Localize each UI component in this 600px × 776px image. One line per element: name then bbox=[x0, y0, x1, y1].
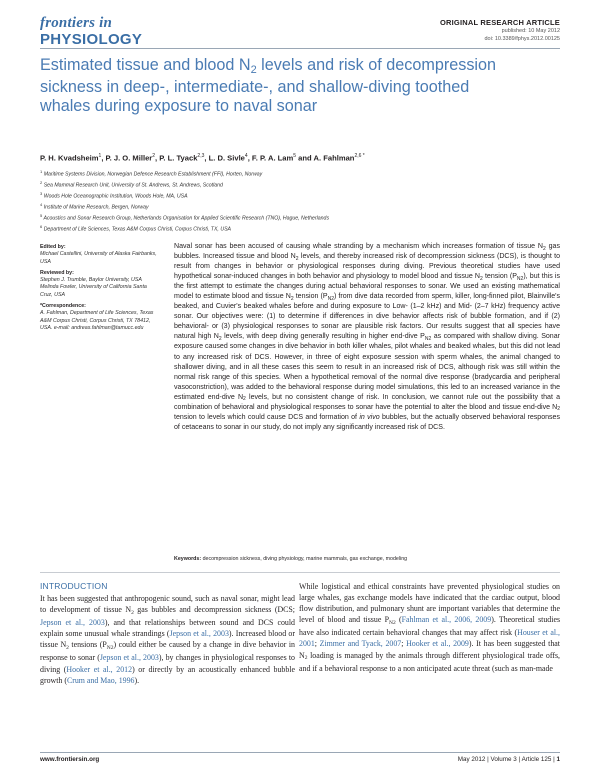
author: F. P. A. Lam bbox=[251, 153, 294, 163]
citation-link[interactable]: Jepson et al., 2003 bbox=[40, 618, 105, 628]
affiliation: $^5$ Acoustics and Sonar Research Group, Netherlands Organisation for Applied Scientific Research (TNO), Hague, Netherlands bbox=[40, 212, 330, 222]
citation-link[interactable]: Houser et al., 2001 bbox=[299, 628, 560, 649]
logo-text-top: frontiers in bbox=[40, 15, 113, 31]
affiliation-list bbox=[40, 168, 560, 234]
affiliation: $^1$ Maritime Systems Division, Norwegian Defence Research Establishment (FFI), Horten, Norway bbox=[40, 169, 263, 178]
citation-link[interactable]: Jepson et al., 2003 bbox=[169, 629, 229, 639]
editor: Michael Castellini, University of Alaska Fairbanks, USA bbox=[40, 251, 157, 265]
author: A. Fahlman bbox=[313, 153, 355, 163]
citation-link[interactable]: Zimmer and Tyack, 2007 bbox=[319, 639, 402, 649]
issue-info: May 2012 | Volume 3 | Article 125 | bbox=[457, 756, 555, 763]
keywords-label: Keywords: bbox=[174, 556, 202, 562]
affiliation: $^3$ Woods Hole Oceanographic Institution, Woods Hole, MA, USA bbox=[40, 190, 188, 200]
abstract-divider bbox=[40, 572, 560, 573]
published-date: published: 10 May 2012 bbox=[501, 28, 560, 34]
correspondence-heading: *Correspondence: bbox=[40, 303, 86, 310]
keywords bbox=[174, 556, 560, 562]
author: P. J. O. Miller bbox=[105, 153, 153, 163]
affiliation: $^2$ Sea Mammal Research Unit, University of St. Andrews, St. Andrews, Scotland bbox=[40, 179, 223, 189]
footer-citation bbox=[458, 756, 560, 763]
correspondence-address: A. Fahlman, Department of Life Sciences, Texas A&M Corpus Christi, Corpus Christi, TX 78412, USA. e-mail: andreas.fahlman@tamucc.edu bbox=[40, 310, 154, 331]
citation-link[interactable]: Hooker et al., 2012 bbox=[66, 664, 133, 674]
page-number: 1 bbox=[556, 756, 560, 763]
citation-link[interactable]: Hooker et al., 2009 bbox=[406, 639, 469, 649]
keywords-text: decompression sickness, diving physiology, marine mammals, gas exchange, modeling bbox=[201, 556, 408, 562]
edited-by-heading: Edited by: bbox=[40, 244, 66, 250]
editorial-sidebar bbox=[40, 244, 158, 336]
reviewed-by-heading: Reviewed by: bbox=[40, 269, 74, 276]
body-column-right: While logistical and ethical constraints have prevented physiological studies on large whales, gas exchange models have indicated that the cardiac output, blood flow distribution, and pulmonary shunt are important variables that determine the level of blood and tissue PN2 (Fahlman et al., 2006, 2009). Theoretical studies have also indicated certain behavioral changes that may affect risk (Houser et al., 2001; Zimmer and Tyack, 2007; Hooker et al., 2009). It has been suggested that N2 loading is managed by the animals through different physiological trade offs, and if a behavioral response to a non anticipated acute threat (such as man-made bbox=[299, 582, 561, 673]
reviewer: Melinda Fowler, University of California Santa Cruz, USA bbox=[40, 284, 147, 298]
author-list: P. H. Kvadsheim$^1$, P. J. O. Miller$^2$, P. L. Tyack$^{2,3}$, L. D. Sivle$^4$, F. P. A. Lam$^5$ and A. Fahlman$^{2,6 *}$ bbox=[40, 153, 365, 163]
citation-link[interactable]: Jepson et al., 2003 bbox=[99, 653, 159, 663]
paper-title: Estimated tissue and blood N2 levels and risk of decompression sickness in deep-, intermediate-, and shallow-diving toothed whales during exposure to naval sonar bbox=[40, 56, 497, 115]
header-divider bbox=[40, 48, 560, 49]
article-type: ORIGINAL RESEARCH ARTICLE bbox=[439, 18, 560, 27]
reviewer: Stephen J. Trumble, Baylor University, USA bbox=[40, 277, 142, 284]
doi: doi: 10.3389/fphys.2012.00125 bbox=[484, 36, 560, 42]
abstract: Naval sonar has been accused of causing whale stranding by a mechanism which increases formation of tissue $N_2$ gas bubbles. Increased tissue and blood $N_2$ levels, and thereby increased risk of decompression sickness (DCS), is thought to result from changes in behavior or physiological responses during diving. Previous theoretical studies have used hypothetical sonar-induced changes in both behavior and physiology to model blood and tissue $N_2$ tension $(P_{N2})$, but this is the first attempt to estimate the changes during actual behavioral responses to sonar. We used an existing mathematical model to estimate blood and tissue $N_2$ tension $(P_{N2})$ from dive data recorded from sperm, killer, long-finned pilot, Blainville's beaked, and Cuvier's beaked whales before and during exposure to Low- (1–2 kHz) and Mid- (2–7 kHz) frequency active sonar. Our objectives were: (1) to determine if differences in dive behavior affects risk of bubble formation, and if (2) behavioral- or (3) physiological responses to sonar are plausible risk factors. Our results suggest that all species have natural high $N_2$ levels, with deep diving generally resulting in higher end-dive $P_{N2}$ as compared with shallow diving. Sonar exposure caused some changes in dive behavior in both killer whales, pilot whales and beaked whales, but this did not lead to any increased risk of DCS. However, in three of eight exposure session with sperm whales, the animal changed to shallower diving, and in all these cases this seem to result in an increased risk of DCS, although risk was still within the normal risk range of this species. When a hypothetical removal of the normal dive response (bradycardia and peripheral vasoconstriction), was added to the behavioral response during model simulations, this led to an increased variance in the estimated end-dive $N_2$ levels, but no consistent change of risk. In conclusion, we cannot rule out the possibility that a combination of behavioral and physiological responses to sonar have the potential to alter the blood and tissue end-dive $N_2$ tension to levels which could cause DCS and formation of in vivo bubbles, but the actually observed behavioral responses of cetaceans to sonar in our study, do not imply any significantly increased risk of DCS. bbox=[174, 243, 561, 431]
citation-link[interactable]: Fahlman et al., 2006, 2009 bbox=[401, 615, 492, 625]
author: L. D. Sivle bbox=[208, 153, 245, 163]
author: P. L. Tyack bbox=[159, 153, 198, 163]
journal-logo bbox=[40, 16, 142, 47]
section-heading-introduction: INTRODUCTION bbox=[40, 581, 108, 591]
citation-link[interactable]: Crum and Mao, 1996 bbox=[66, 675, 135, 685]
article-meta bbox=[440, 18, 560, 43]
affiliation: $^4$ Institute of Marine Research, Bergen, Norway bbox=[40, 201, 149, 211]
affiliation: $^6$ Department of Life Sciences, Texas A&M Corpus Christi, Corpus Christi, TX, USA bbox=[40, 223, 231, 233]
body-column-left: It has been suggested that anthropogenic sound, such as naval sonar, might lead to development of tissue N2 gas bubbles and decompression sickness (DCS; Jepson et al., 2003), and that relationships between sound and DCS could explain some unusual whale strandings (Jepson et al., 2003). Increased blood or tissue N2 tensions (PN2) could either be caused by a change in dive behavior in response to sonar (Jepson et al., 2003), by changes in physiological responses to diving (Hooker et al., 2012) or directly by an acoustically enhanced bubble growth (Crum and Mao, 1996). bbox=[40, 594, 296, 685]
logo-text-bottom: PHYSIOLOGY bbox=[40, 31, 143, 48]
footer-divider bbox=[40, 752, 560, 753]
journal-url[interactable]: www.frontiersin.org bbox=[40, 756, 100, 763]
author: P. H. Kvadsheim bbox=[40, 153, 99, 163]
